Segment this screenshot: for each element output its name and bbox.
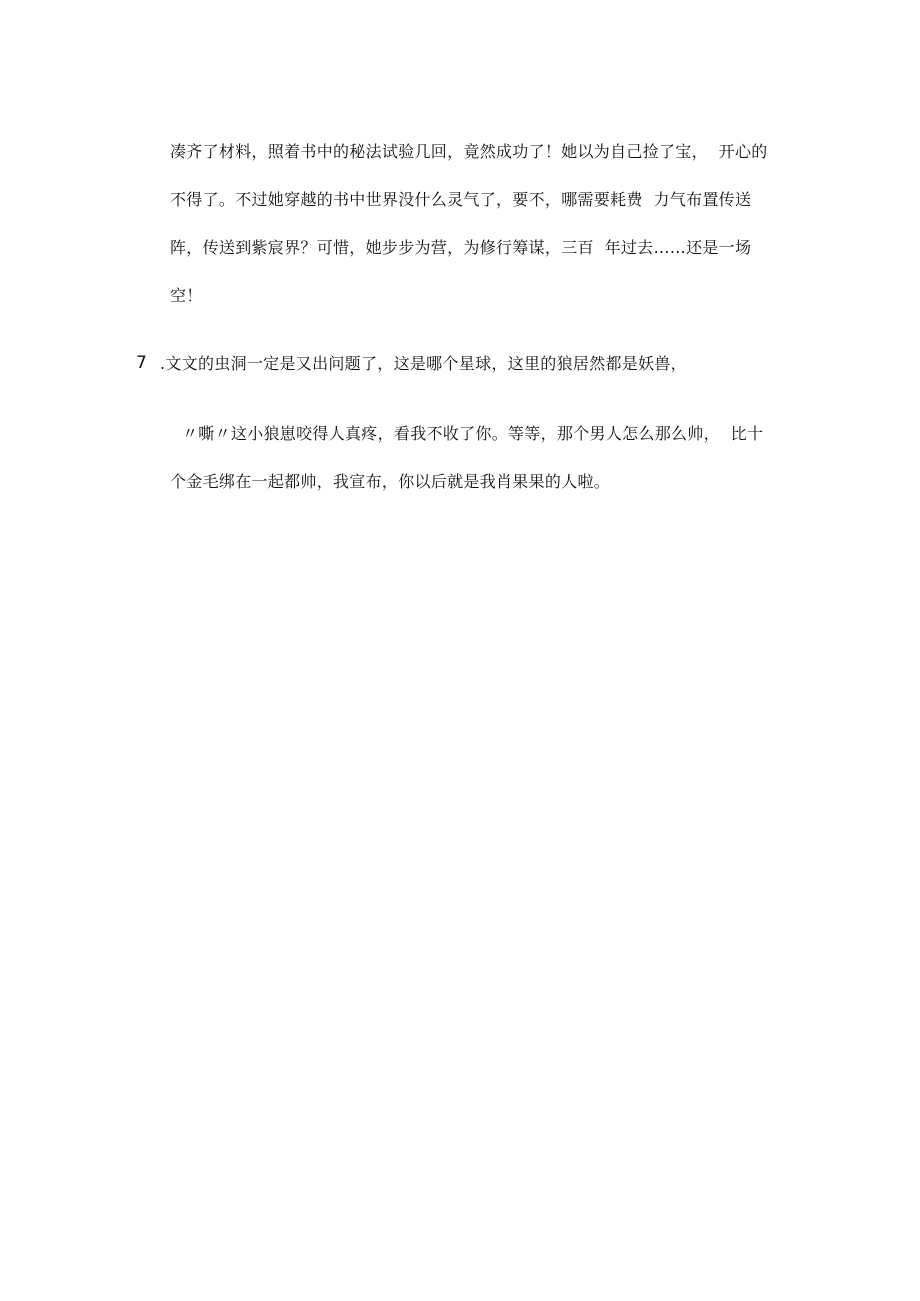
- item-body-line-2: 个金毛绑在一起都帅，我宣布，你以后就是我肖果果的人啦。: [170, 472, 611, 491]
- paragraph-line-2: 不得了。不过她穿越的书中世界没什么灵气了，要不，哪需要耗费 力气布置传送: [170, 190, 752, 209]
- paragraph-line-3: 阵，传送到紫宸界？可惜，她步步为营，为修行筹谋，三百 年过去……还是一场: [170, 238, 752, 257]
- paragraph-line-1: 凑齐了材料，照着书中的秘法试验几回，竟然成功了！她以为自己捡了宝， 开心的: [170, 142, 768, 161]
- list-item-heading: .文文的虫洞一定是又出问题了，这是哪个星球，这里的狼居然都是妖兽，: [160, 354, 687, 373]
- list-item-number: 7: [136, 353, 147, 373]
- paragraph-line-4: 空！: [170, 286, 203, 305]
- item-body-line-1: 〃嘶〃这小狼崽咬得人真疼，看我不收了你。等等，那个男人怎么那么帅， 比十: [182, 424, 764, 443]
